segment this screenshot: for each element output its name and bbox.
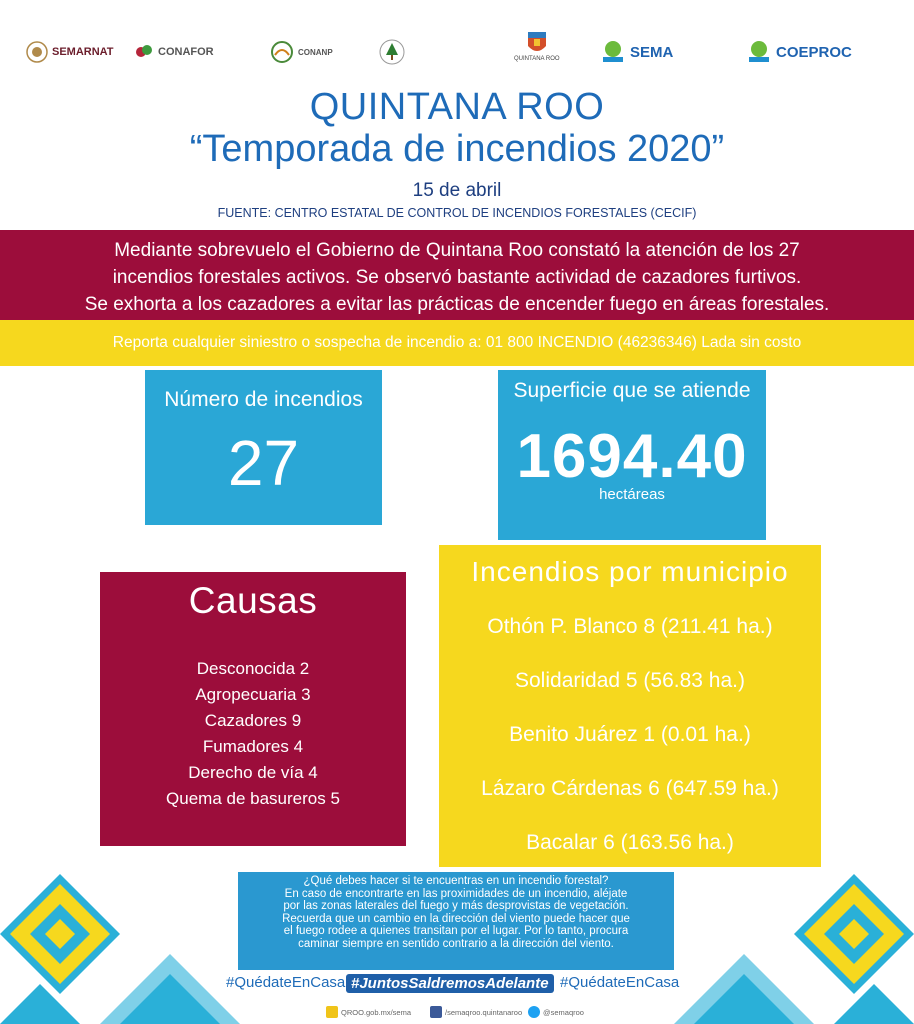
page-title: QUINTANA ROO [309, 86, 605, 128]
hashtag-left: #QuédateEnCasa [226, 974, 346, 991]
safety-info-box [238, 872, 674, 970]
info-line-2: En caso de encontrarte en las proximidades de un incendio, aléjate [284, 887, 628, 900]
municipalities-title: Incendios por municipio [471, 556, 789, 587]
semarnat-text: SEMARNAT [52, 46, 114, 58]
list-item: Cazadores 9 [204, 711, 302, 730]
area-unit: hectáreas [599, 486, 665, 503]
conanp-logo [270, 30, 333, 74]
list-item: Desconocida 2 [196, 659, 310, 678]
list-item: Fumadores 4 [202, 737, 304, 756]
list-item: Agropecuaria 3 [195, 685, 311, 704]
facebook-text: /semaqroo.quintanaroo [445, 1007, 523, 1017]
sema-text: SEMA [630, 43, 674, 61]
hashtag-row [0, 974, 914, 996]
coeproc-tree-icon [746, 39, 772, 65]
eagle-seal-icon [26, 41, 48, 63]
info-line-6: caminar siempre en sentido contrario a la dirección del viento. [298, 937, 614, 950]
right-fret-decoration [674, 874, 914, 1024]
facebook-icon [430, 1006, 442, 1018]
twitter-icon [528, 1006, 540, 1018]
report-date: 15 de abril [412, 180, 502, 201]
tree-seal-icon [378, 38, 406, 66]
fires-count-card [145, 370, 382, 525]
banner-line-1: Mediante sobrevuelo el Gobierno de Quintana Roo constató la atención de los 27 [114, 240, 800, 261]
causes-list [100, 656, 406, 812]
list-item: Derecho de vía 4 [188, 763, 318, 782]
list-item: Quema de basureros 5 [166, 789, 340, 808]
web-icon [326, 1006, 338, 1018]
qroo-text: QUINTANA ROO [514, 56, 560, 62]
fires-count-label: Número de incendios [164, 388, 363, 411]
list-item: Othón P. Blanco 8 (211.41 ha.) [487, 615, 773, 638]
municipalities-list [439, 600, 821, 870]
forest-seal-logo [378, 30, 406, 74]
conanp-text: CONANP [298, 47, 333, 57]
list-item: Lázaro Cárdenas 6 (647.59 ha.) [481, 777, 779, 800]
source-line: FUENTE: CENTRO ESTATAL DE CONTROL DE INCENDIOS FORESTALES (CECIF) [217, 206, 697, 220]
area-card [498, 370, 766, 540]
info-line-4: Recuerda que un cambio en la dirección del viento puede hacer que [282, 912, 630, 925]
conanp-emblem-icon [270, 40, 294, 64]
sema-logo [600, 30, 673, 74]
list-item: Bacalar 6 (163.56 ha.) [526, 831, 734, 854]
leaf-icon [134, 42, 154, 62]
facebook-link[interactable] [430, 1006, 522, 1018]
area-label: Superficie que se atiende [513, 379, 751, 402]
left-fret-decoration [0, 874, 240, 1024]
banner-line-3: Se exhorta a los cazadores a evitar las prácticas de encender fuego en áreas forestales. [84, 294, 830, 315]
banner-line-2: incendios forestales activos. Se observó bastante actividad de cazadores furtivos. [112, 267, 802, 288]
website-text: QROO.gob.mx/sema [341, 1007, 412, 1017]
hashtag-center: #JuntosSaldremosAdelante [346, 974, 554, 993]
info-line-3: por las zonas laterales del fuego y más desprovistas de vegetación. [283, 900, 629, 913]
causes-title: Causas [188, 580, 318, 621]
causes-card [100, 572, 406, 846]
page-subtitle: “Temporada de incendios 2020” [189, 128, 725, 170]
quintana-roo-logo [514, 30, 560, 74]
twitter-text: @semaqroo [543, 1007, 584, 1017]
list-item: Solidaridad 5 (56.83 ha.) [515, 669, 745, 692]
info-line-1: ¿Qué debes hacer si te encuentras en un incendio forestal? [303, 875, 609, 887]
area-value: 1694.40 [516, 422, 748, 491]
semarnat-logo [26, 30, 114, 74]
state-shield-icon [526, 30, 548, 56]
list-item: Benito Juárez 1 (0.01 ha.) [509, 723, 751, 746]
info-line-5: el fuego rodee a quienes transitan por el lugar. Por lo tanto, procura [283, 925, 629, 938]
conafor-logo [134, 30, 214, 74]
report-hotline-strip: Reporta cualquier siniestro o sospecha de incendio a: 01 800 INCENDIO (46236346) Lada sin costo [0, 320, 914, 366]
social-footer [0, 1006, 914, 1024]
fires-count-value: 27 [227, 427, 300, 499]
website-link[interactable] [326, 1006, 411, 1018]
conafor-text: CONAFOR [158, 46, 214, 58]
coeproc-text: COEPROC [776, 43, 852, 61]
logo-row [20, 30, 894, 74]
twitter-link[interactable] [528, 1006, 584, 1018]
announcement-banner [0, 230, 914, 320]
hashtag-right: #QuédateEnCasa [560, 974, 680, 991]
municipalities-card [439, 545, 821, 867]
sema-tree-icon [600, 39, 626, 65]
coeproc-logo [746, 30, 852, 74]
